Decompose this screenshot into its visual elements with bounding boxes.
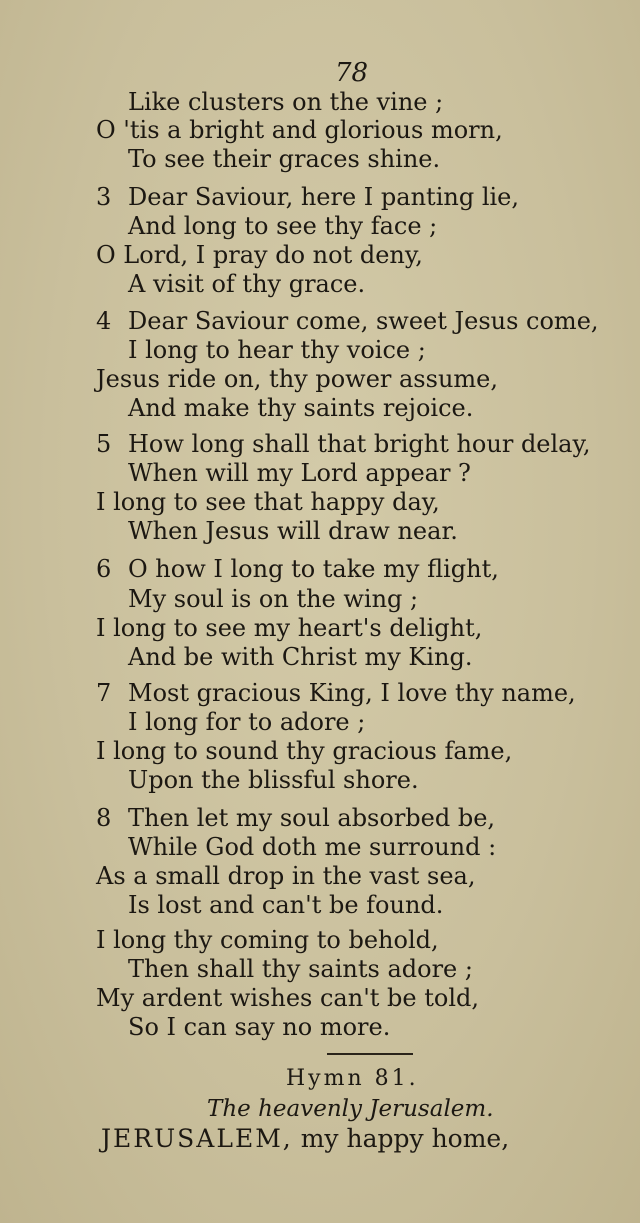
verse-line: So I can say no more. — [128, 1013, 391, 1041]
verse-line: A visit of thy grace. — [128, 270, 366, 298]
verse-line: And make thy saints rejoice. — [128, 394, 474, 422]
verse-line: O 'tis a bright and glorious morn, — [96, 116, 503, 144]
verse-line: I long for to adore ; — [128, 708, 366, 736]
verse-line: And be with Christ my King. — [128, 643, 473, 671]
verse-number: 7 — [96, 679, 112, 707]
verse-line: I long to hear thy voice ; — [128, 336, 426, 364]
verse-line: Most gracious King, I love thy name, — [128, 679, 576, 707]
hymn-first-line — [101, 1126, 509, 1151]
verse-line: When will my Lord appear ? — [128, 459, 471, 487]
verse-line: My soul is on the wing ; — [128, 585, 419, 613]
hymn-first-word: JERUSALEM, — [101, 1124, 293, 1153]
verse-line: Like clusters on the vine ; — [128, 88, 444, 116]
verse-line: To see their graces shine. — [128, 145, 441, 173]
verse-line: As a small drop in the vast sea, — [96, 862, 476, 890]
verse-number: 8 — [96, 804, 112, 832]
verse-line: My ardent wishes can't be told, — [96, 984, 480, 1012]
page-number: 78 — [335, 58, 369, 88]
verse-line: O how I long to take my flight, — [128, 555, 499, 583]
verse-number: 3 — [96, 183, 112, 211]
verse-line: I long to see that happy day, — [96, 488, 440, 516]
verse-line: Dear Saviour, here I panting lie, — [128, 183, 519, 211]
verse-number: 4 — [96, 307, 112, 335]
section-divider — [327, 1053, 413, 1055]
verse-line: While God doth me surround : — [128, 833, 497, 861]
verse-line: Then shall thy saints adore ; — [128, 955, 473, 983]
verse-number: 6 — [96, 555, 112, 583]
verse-line: I long to see my heart's delight, — [96, 614, 483, 642]
verse-line: How long shall that bright hour delay, — [128, 430, 591, 458]
verse-line: I long thy coming to behold, — [96, 926, 439, 954]
verse-line: And long to see thy face ; — [128, 212, 438, 240]
hymn-first-line-rest: my happy home, — [300, 1124, 510, 1153]
verse-line: O Lord, I pray do not deny, — [96, 241, 423, 269]
verse-line: I long to sound thy gracious fame, — [96, 737, 513, 765]
verse-line: Dear Saviour come, sweet Jesus come, — [128, 307, 599, 335]
verse-line: When Jesus will draw near. — [128, 517, 458, 545]
verse-line: Then let my soul absorbed be, — [128, 804, 496, 832]
hymn-title: Hymn 81. — [286, 1066, 419, 1091]
verse-line: Upon the blissful shore. — [128, 766, 419, 794]
verse-number: 5 — [96, 430, 112, 458]
verse-line: Jesus ride on, thy power assume, — [96, 365, 498, 393]
verse-line: Is lost and can't be found. — [128, 891, 444, 919]
hymn-subtitle: The heavenly Jerusalem. — [207, 1096, 494, 1122]
